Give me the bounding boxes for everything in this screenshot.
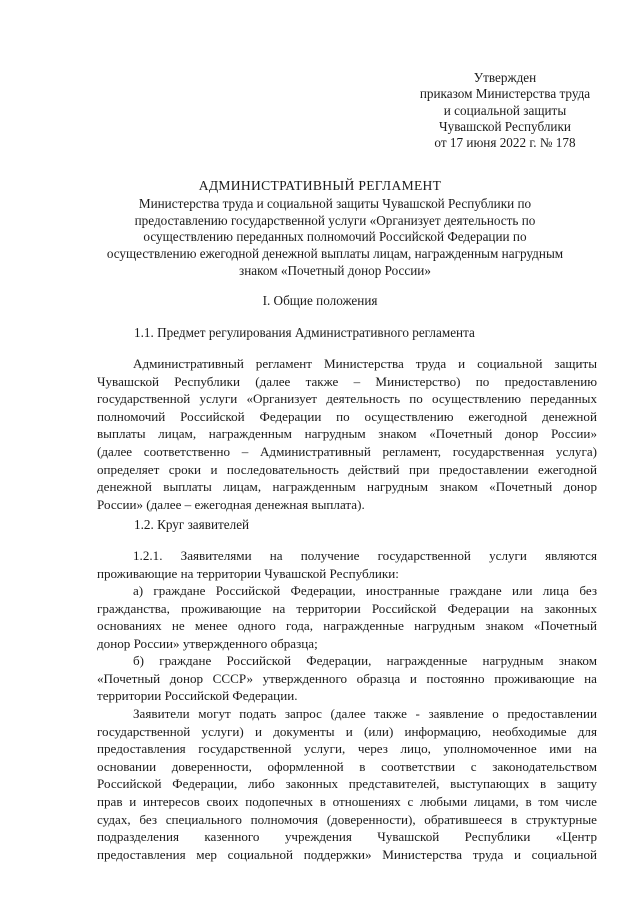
text-line: определяет сроки и последовательность действий при предоставлении ежегодной	[97, 461, 597, 477]
text-line: выплаты лицам, награжденным нагрудным знаком «Почетный донор России»	[97, 426, 597, 442]
list-item-a	[97, 582, 597, 652]
text-line: Российской Федерации, либо законных представителей, выступающих в защиту	[97, 776, 597, 792]
text-line: России» (далее – ежегодная денежная выплата).	[97, 496, 365, 512]
text-line: Административный регламент Министерства труда и социальной защиты	[133, 356, 597, 371]
text-line: Заявители могут подать запрос (далее также - заявление о предоставлении	[133, 706, 597, 721]
text-line: «Почетный донор СССР» утвержденного образца и постоянно проживающие на	[97, 670, 597, 686]
text-line: донор России» утвержденного образца;	[97, 635, 318, 651]
text-line: подразделения казенного учреждения Чувашской Республики «Центр	[97, 829, 597, 845]
paragraph-applicants-definition	[97, 547, 597, 582]
section-heading: I. Общие положения	[262, 293, 378, 308]
text-line: а) граждане Российской Федерации, иностранные граждане или лица без	[133, 583, 597, 598]
subtitle-line: предоставлению государственной услуги «Организует деятельность по	[134, 212, 536, 228]
list-item-b	[97, 652, 597, 705]
text-line: основании доверенности, оформленной в соответствии с законодательством	[97, 758, 597, 774]
text-line: территории Российской Федерации.	[97, 688, 298, 704]
subsection-heading: 1.2. Круг заявителей	[134, 517, 250, 532]
subtitle-line: Министерства труда и социальной защиты Чувашской Республики по	[138, 196, 532, 211]
text-line: предоставления мер социальной поддержки» Министерства труда и социальной	[97, 846, 597, 862]
text-line: судах, без специального полномочия (доверенности), обратившееся в структурные	[97, 811, 597, 827]
subtitle-line: знаком «Почетный донор России»	[239, 262, 431, 278]
text-line: государственной услуги «Организует деятельность по осуществлению переданных	[97, 391, 597, 407]
text-line: основаниях не менее одного года, награжденные нагрудным знаком «Почетный	[97, 618, 597, 634]
approval-line: и социальной защиты	[443, 102, 567, 118]
document-subtitle	[60, 196, 610, 280]
text-line: полномочий Российской Федерации по осуществлению ежегодной денежной	[97, 408, 597, 424]
text-line: Чувашской Республики (далее также – Министерство) по предоставлению	[97, 373, 597, 389]
subtitle-line: осуществлению переданных полномочий Российской Федерации по	[143, 229, 527, 245]
subsection-heading: 1.1. Предмет регулирования Административного регламента	[134, 325, 475, 340]
approval-line: от 17 июня 2022 г. № 178	[434, 135, 576, 151]
approval-line: Чувашской Республики	[439, 118, 571, 134]
approval-line: Утвержден	[473, 70, 537, 85]
text-line: прав и интересов своих подопечных в отношениях с любыми лицами, в том числе	[97, 793, 597, 809]
text-line: предоставления государственной услуги, через лицо, уполномоченное ими на	[97, 741, 597, 757]
text-line: б) граждане Российской Федерации, награжденные нагрудным знаком	[133, 653, 597, 668]
subtitle-line: осуществлению ежегодной денежной выплаты лицам, награжденным нагрудным	[106, 246, 564, 262]
paragraph-subject	[97, 355, 597, 513]
text-line: (далее соответственно – Административный регламент, государственная услуга)	[97, 443, 597, 459]
text-line: 1.2.1. Заявителями на получение государственной услуги являются	[133, 548, 597, 563]
text-line: гражданства, проживающие на территории Российской Федерации на законных	[97, 600, 597, 616]
approval-line: приказом Министерства труда	[419, 86, 591, 102]
paragraph-representatives	[97, 705, 597, 863]
text-line: государственной услуги) и документы и (или) информацию, необходимые для	[97, 723, 597, 739]
text-line: проживающие на территории Чувашской Республики:	[97, 565, 399, 581]
text-line: денежной выплаты лицам, награжденным нагрудным знаком «Почетный донор	[97, 479, 597, 495]
document-title: АДМИНИСТРАТИВНЫЙ РЕГЛАМЕНТ	[198, 178, 442, 193]
approval-block	[405, 70, 605, 151]
